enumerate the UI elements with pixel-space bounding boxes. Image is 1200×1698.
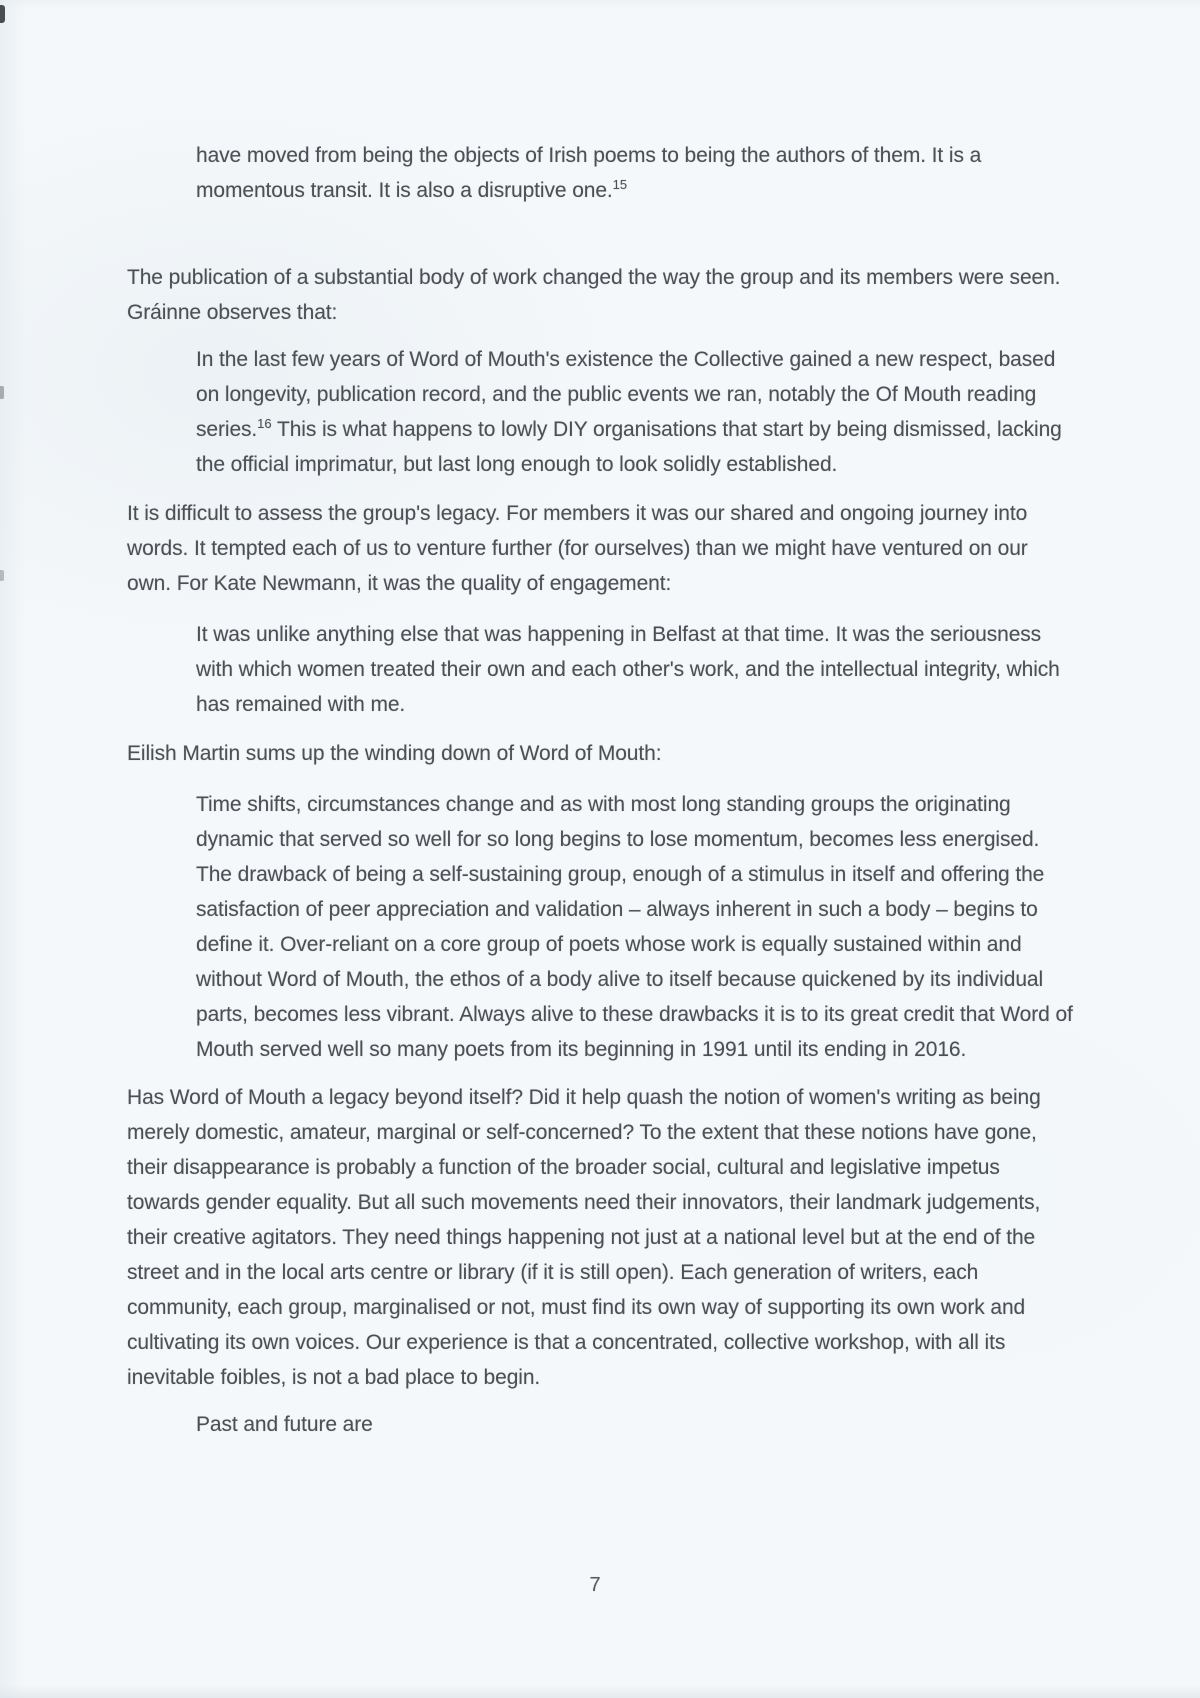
blockquote-eilish-martin-text: Time shifts, circumstances change and as with most long standing groups the originating dynamic that served so well for so long begins to lose momentum, becomes less energised. The drawback of being a self-sustaining group, enough of a stimulus in itself and offering the satisfaction of peer appreciation and validation – always inherent in such a body – begins to define it. Over-reliant on a core group of poets whose work is equally sustained within and without Word of Mouth, the ethos of a body alive to itself because quickened by its individual parts, becomes less vibrant. Always alive to these drawbacks it is to its great credit that Word of Mouth served well so many poets from its beginning in 1991 until its ending in 2016. xyxy=(196,793,1073,1061)
paragraph-legacy xyxy=(127,496,1075,601)
paragraph-legacy-questions xyxy=(127,1080,1075,1395)
footnote-reference-15: 15 xyxy=(612,177,628,192)
blockquote-grainne-text: In the last few years of Word of Mouth's existence the Collective gained a new respect, based on longevity, publication record, and the public events we ran, notably the Of Mouth reading series. xyxy=(196,348,1056,441)
scan-artifact-left-edge-2 xyxy=(0,570,4,581)
paragraph-eilish-martin-text: Eilish Martin sums up the winding down of Word of Mouth: xyxy=(127,742,662,765)
paragraph-legacy-text: It is difficult to assess the group's legacy. For members it was our shared and ongoing journey into words. It tempted each of us to venture further (for ourselves) than we might have ventured on our own. For Kate Newmann, it was the quality of engagement: xyxy=(127,502,1028,595)
blockquote-newmann xyxy=(196,617,1074,722)
blockquote-grainne-text-after: This is what happens to lowly DIY organisations that start by being dismissed, lacking the official imprimatur, but last long enough to look solidly established. xyxy=(196,418,1062,476)
page-content xyxy=(127,138,1075,1442)
paragraph-publication-text: The publication of a substantial body of work changed the way the group and its members were seen. Gráinne observes that: xyxy=(127,266,1061,324)
paragraph-publication xyxy=(127,260,1075,330)
scan-artifact-top-left xyxy=(0,5,5,23)
blockquote-grainne xyxy=(196,342,1074,482)
quote-continuation xyxy=(196,138,1074,208)
quote-continuation-text: have moved from being the objects of Irish poems to being the authors of them. It is a momentous transit. It is also a disruptive one. xyxy=(196,144,982,202)
paragraph-past-and-future xyxy=(196,1407,1074,1442)
scan-artifact-left-edge-1 xyxy=(0,386,4,399)
footnote-reference-16: 16 xyxy=(257,416,272,431)
blockquote-eilish-martin xyxy=(196,787,1074,1067)
paragraph-past-and-future-text: Past and future are xyxy=(196,1413,373,1436)
page-number: 7 xyxy=(589,1574,601,1596)
blockquote-newmann-text: It was unlike anything else that was happening in Belfast at that time. It was the seriousness with which women treated their own and each other's work, and the intellectual integrity, which has remained with me. xyxy=(196,623,1060,716)
paragraph-eilish-martin xyxy=(127,736,1075,771)
paragraph-legacy-questions-text: Has Word of Mouth a legacy beyond itself? Did it help quash the notion of women's writing as being merely domestic, amateur, marginal or self-concerned? To the extent that these notions have gone, their disappearance is probably a function of the broader social, cultural and legislative impetus towards gender equality. But all such movements need their innovators, their landmark judgements, their creative agitators. They need things happening not just at a national level but at the end of the street and in the local arts centre or library (if it is still open). Each generation of writers, each community, each group, marginalised or not, must find its own way of supporting its own work and cultivating its own voices. Our experience is that a concentrated, collective workshop, with all its inevitable foibles, is not a bad place to begin. xyxy=(127,1086,1041,1389)
